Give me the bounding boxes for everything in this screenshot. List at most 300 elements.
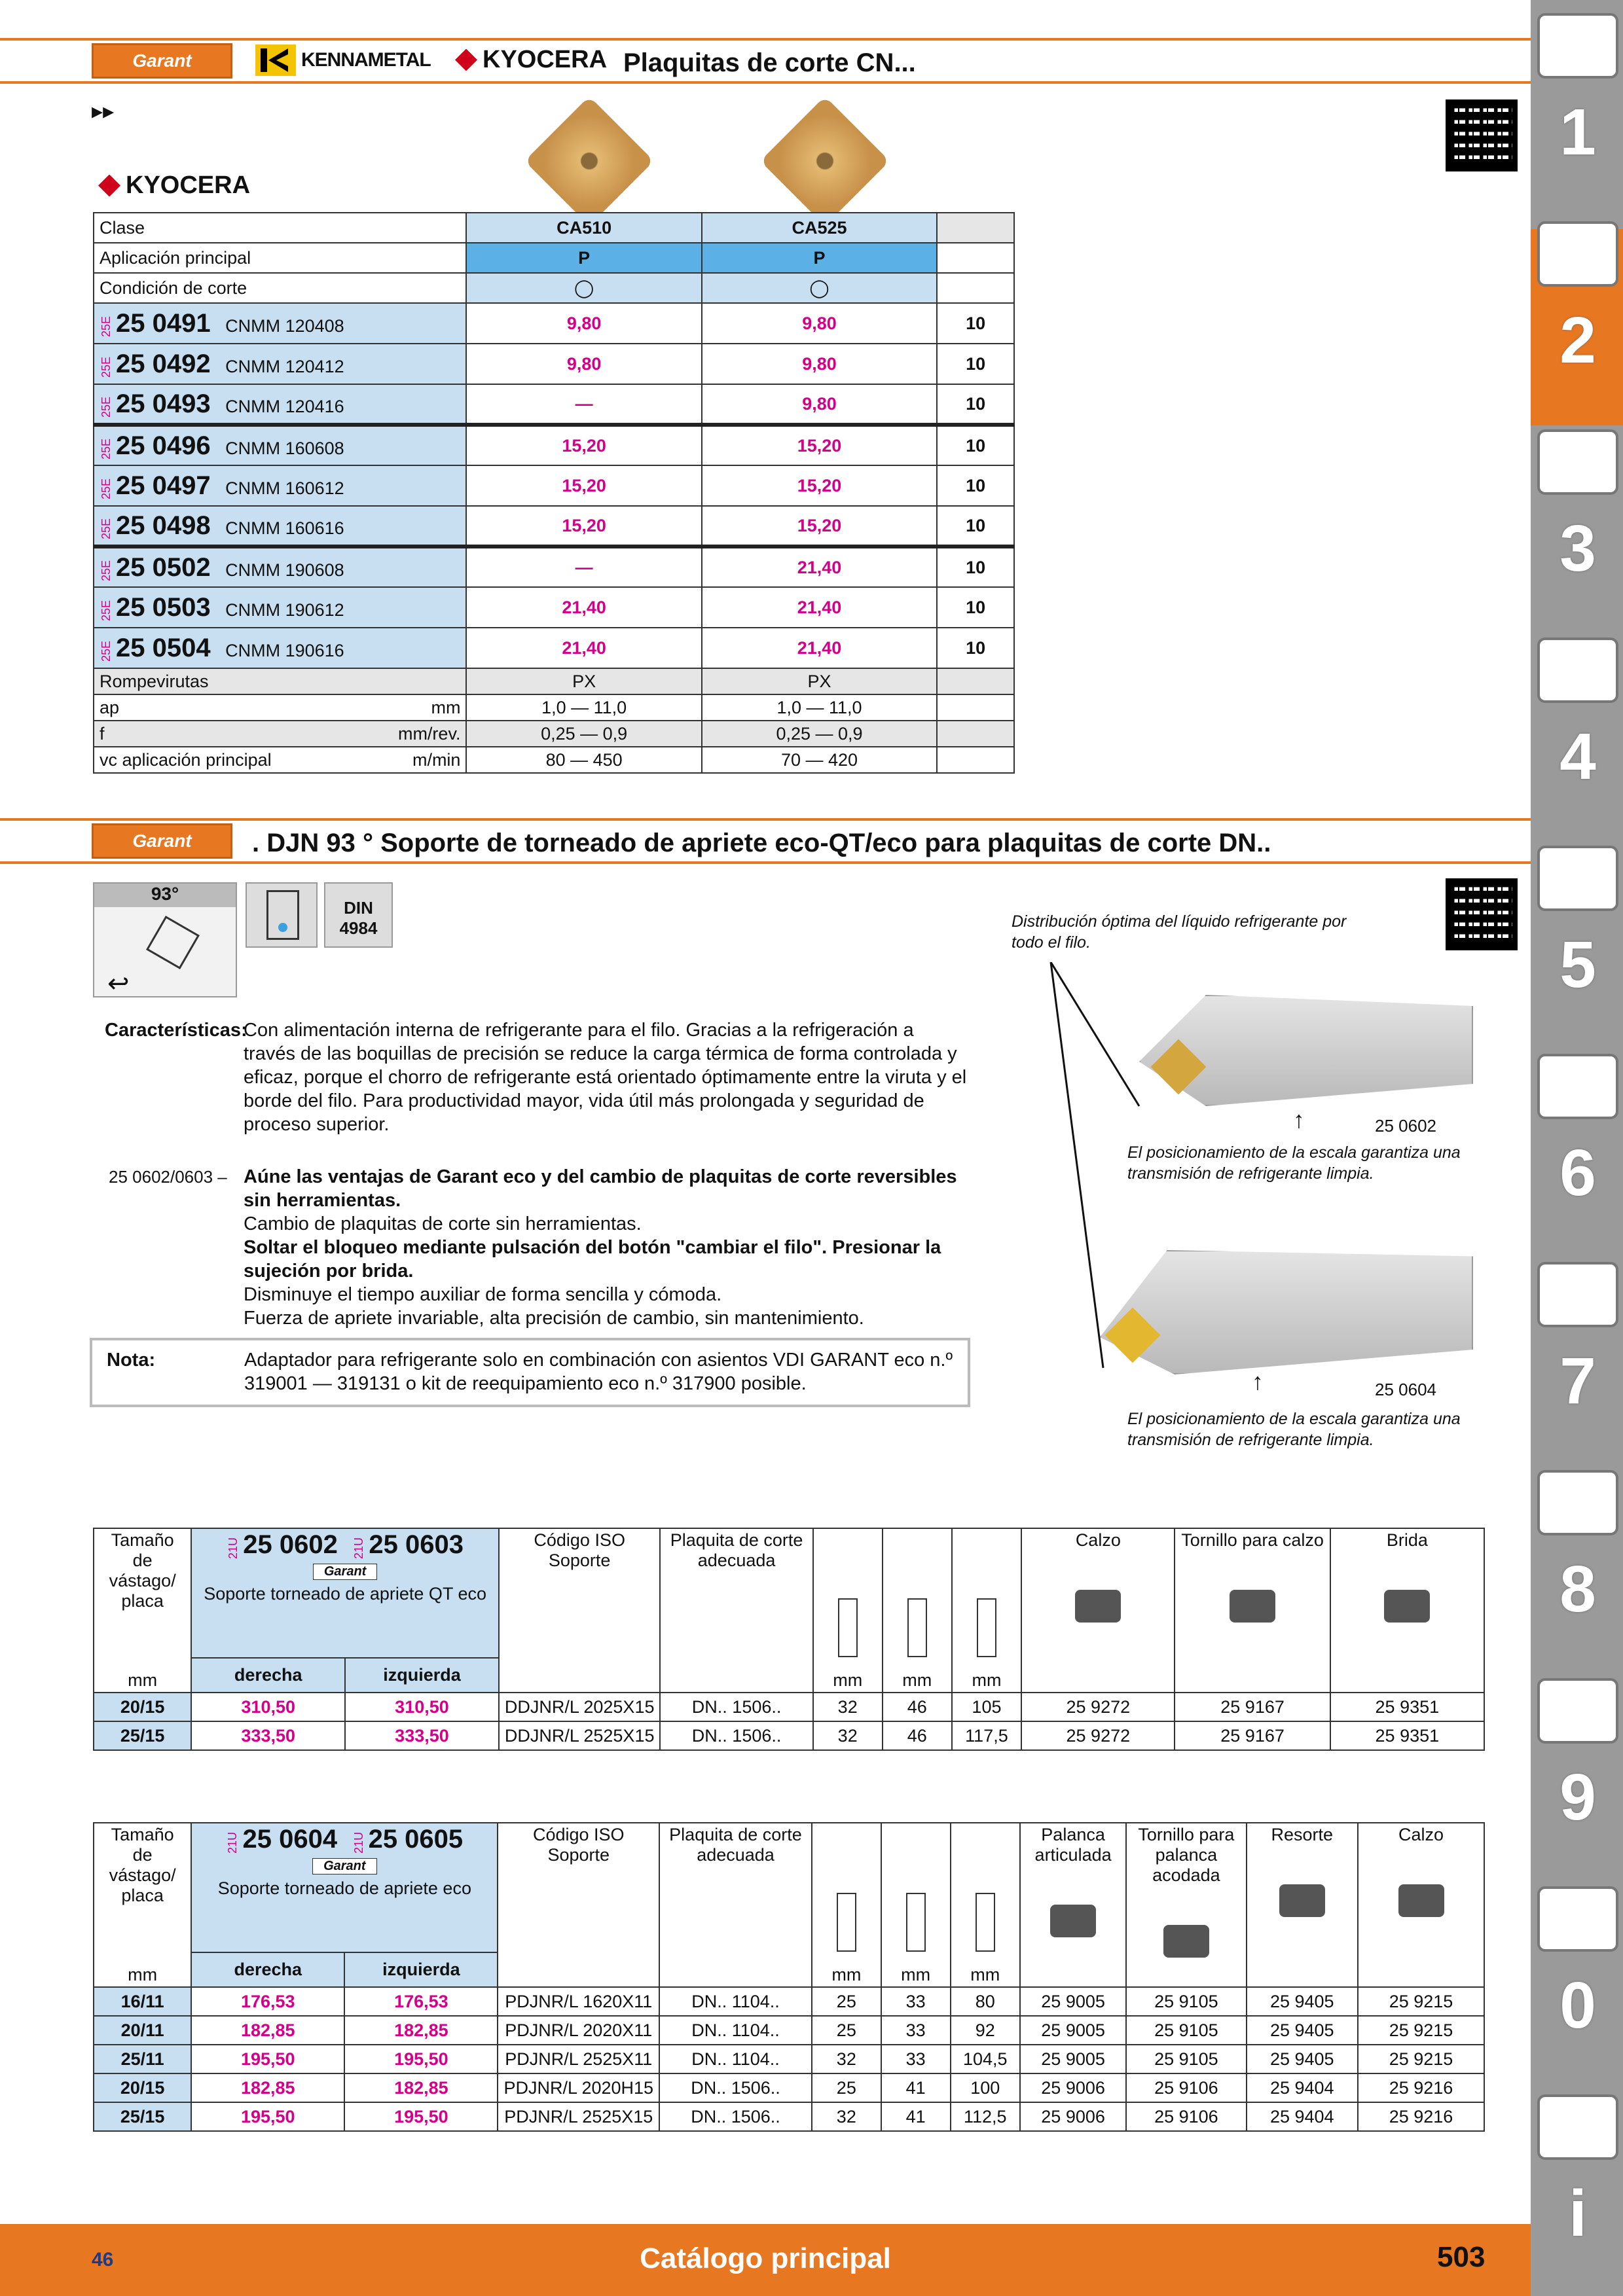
accessory-cell: 25 9005 [1020, 2045, 1126, 2073]
accessory-cell: 25 9404 [1247, 2102, 1358, 2131]
dim-c-header: mm [952, 1528, 1021, 1693]
hand-right-label: derecha [191, 1658, 345, 1693]
accessory-header [1175, 1528, 1330, 1693]
price-ca525: 15,20 [702, 506, 937, 547]
dim-c-cell: 92 [951, 2016, 1020, 2045]
accessory-cell: 25 9105 [1126, 2045, 1246, 2073]
accessory-cell: 25 9272 [1021, 1721, 1175, 1750]
dim-c-cell: 100 [951, 2073, 1020, 2102]
insert-row[interactable] [94, 344, 1014, 384]
holder-row[interactable] [94, 2016, 1484, 2045]
sidebar-chapter-icon[interactable] [1537, 1886, 1618, 1952]
price-ca525: 9,80 [702, 303, 937, 344]
caracteristicas-label: Características: [105, 1020, 247, 1041]
arrow-up-icon: ↑ [1293, 1106, 1305, 1133]
insert-code-cell [94, 628, 466, 668]
price-right: 333,50 [191, 1721, 345, 1750]
param-label-cell [94, 694, 466, 721]
price-left: 195,50 [344, 2102, 498, 2131]
dim-a-cell: 25 [812, 1987, 881, 2016]
size-header [94, 1823, 191, 1987]
accessory-label: Resorte [1271, 1825, 1334, 1844]
accessory-cell: 25 9106 [1126, 2102, 1246, 2131]
sidebar-chapter-icon[interactable] [1537, 429, 1618, 495]
accessory-part-icon [1398, 1884, 1444, 1917]
accessory-label: Tornillo para calzo [1181, 1530, 1324, 1550]
insert-code: 25 0497 [116, 471, 211, 500]
head-pack [937, 273, 1014, 303]
insert-row[interactable] [94, 506, 1014, 547]
unit-mm: mm [128, 1965, 158, 1984]
iso-cell: PDJNR/L 2525X11 [498, 2045, 659, 2073]
kyocera-mark-icon [98, 175, 120, 197]
insert-code-cell [94, 547, 466, 587]
holder-table-eco [93, 1822, 1485, 2132]
price-ca510: 21,40 [466, 587, 701, 628]
insert-tag: 25E [100, 560, 113, 582]
insert-type: CNMM 120416 [225, 396, 344, 416]
sidebar-chapter-icon[interactable] [1537, 637, 1618, 703]
price-ca525: 21,40 [702, 547, 937, 587]
sidebar-chapter-icon[interactable] [1537, 1262, 1618, 1327]
param-label: vc aplicación principal [100, 749, 272, 770]
iso-cell: PDJNR/L 2020X11 [498, 2016, 659, 2045]
size-cell: 20/15 [94, 1693, 191, 1721]
codes-text-block [244, 1165, 977, 1330]
param-label: ap [100, 697, 120, 717]
code-tag: 21U [352, 1832, 365, 1854]
insert-tag: 25E [100, 641, 113, 662]
holder-row[interactable] [94, 1721, 1484, 1750]
codes-line2: Cambio de plaquitas de corte sin herramientas. [244, 1213, 642, 1234]
sidebar-chapter-icon[interactable] [1537, 1678, 1618, 1744]
accessory-header [1126, 1823, 1246, 1987]
codes-label: 25 0602/0603 – [109, 1167, 227, 1187]
dim-b-cell: 41 [881, 2073, 951, 2102]
param-ca510: PX [466, 668, 701, 694]
head-label: Condición de corte [94, 273, 466, 303]
caption-img2: El posicionamiento de la escala garantiza una transmisión de refrigerante limpia. [1127, 1410, 1461, 1449]
plaq-cell: DN.. 1104.. [659, 2045, 812, 2073]
holder-250604-image [1100, 1250, 1473, 1374]
coolant-icon [246, 882, 318, 948]
param-ca525: 0,25 — 0,9 [702, 721, 937, 747]
plaq-cell: DN.. 1506.. [660, 1721, 812, 1750]
header-band [0, 38, 1531, 84]
sidebar-chapter-number[interactable]: 6 [1559, 1136, 1596, 1210]
iso-cell: PDJNR/L 2020H15 [498, 2073, 659, 2102]
page-title: Plaquitas de corte CN... [623, 48, 916, 77]
accessory-header [1358, 1823, 1484, 1987]
insert-code: 25 0502 [116, 552, 211, 582]
codes-line3: Disminuye el tiempo auxiliar de forma sencilla y cómoda. [244, 1284, 722, 1305]
price-ca510: — [466, 384, 701, 425]
insert-row[interactable] [94, 465, 1014, 506]
size-header [94, 1528, 191, 1693]
head-pack [937, 243, 1014, 273]
hand-right-label: derecha [191, 1952, 344, 1987]
accessory-label: Tornillo para palanca acodada [1138, 1825, 1235, 1885]
plaq-cell: DN.. 1506.. [660, 1693, 812, 1721]
insert-type: CNMM 190616 [225, 640, 344, 660]
code-left: 25 0603 [369, 1530, 464, 1559]
dim-a-icon [837, 1893, 856, 1952]
price-ca510: 21,40 [466, 628, 701, 668]
insert-tag: 25E [100, 478, 113, 500]
insert-tag: 25E [100, 439, 113, 460]
accessory-part-icon [1050, 1905, 1096, 1937]
head-ca510: CA510 [466, 213, 701, 243]
plaq-cell: DN.. 1506.. [659, 2102, 812, 2131]
price-right: 310,50 [191, 1693, 345, 1721]
head-ca510: P [466, 243, 701, 273]
holder-table-qt-eco [93, 1528, 1485, 1751]
dim-a-cell: 32 [812, 2045, 881, 2073]
insert-type: CNMM 160612 [225, 478, 344, 498]
code-tag: 21U [226, 1832, 240, 1854]
qr-code-icon[interactable] [1446, 99, 1518, 171]
pack-qty: 10 [937, 628, 1014, 668]
dim-a-cell: 32 [812, 2102, 881, 2131]
insert-code: 25 0496 [116, 431, 211, 460]
pack-qty: 10 [937, 465, 1014, 506]
param-ca510: 0,25 — 0,9 [466, 721, 701, 747]
caption-img1: El posicionamiento de la escala garantiza una transmisión de refrigerante limpia. [1127, 1143, 1461, 1183]
footer-bar [0, 2224, 1531, 2296]
head-pack [937, 213, 1014, 243]
insert-code-cell [94, 384, 466, 425]
sidebar-chapter-number[interactable]: 0 [1559, 1969, 1596, 2042]
code-header [191, 1528, 499, 1658]
accessory-header [1020, 1823, 1126, 1987]
footer-page-number: 503 [1437, 2241, 1486, 2273]
dim-a-header: mm [813, 1528, 883, 1693]
code-tag: 21U [352, 1537, 366, 1560]
price-right: 195,50 [191, 2102, 344, 2131]
sidebar-chapter-icon[interactable] [1537, 221, 1618, 287]
accessory-cell: 25 9216 [1358, 2073, 1484, 2102]
qr-code-icon[interactable] [1446, 878, 1518, 950]
dim-c-cell: 112,5 [951, 2102, 1020, 2131]
param-ca510: 80 — 450 [466, 747, 701, 773]
insert-tag: 25E [100, 600, 113, 622]
nota-label: Nota: [107, 1350, 156, 1371]
plaq-cell: DN.. 1104.. [659, 2016, 812, 2045]
accessory-label: Brida [1386, 1530, 1428, 1550]
price-ca510: 15,20 [466, 506, 701, 547]
price-ca525: 9,80 [702, 384, 937, 425]
holder-section-band [0, 818, 1531, 864]
size-cell: 16/11 [94, 1987, 191, 2016]
accessory-cell: 25 9272 [1021, 1693, 1175, 1721]
price-ca510: 9,80 [466, 303, 701, 344]
garant-mini-logo: Garant [312, 1858, 376, 1874]
pack-qty: 10 [937, 303, 1014, 344]
param-empty [937, 747, 1014, 773]
footer-title: Catálogo principal [640, 2242, 891, 2274]
accessory-part-icon [1075, 1590, 1121, 1623]
param-label-cell [94, 747, 466, 773]
insert-tag: 25E [100, 316, 113, 338]
price-right: 182,85 [191, 2016, 344, 2045]
insert-row[interactable] [94, 384, 1014, 425]
price-left: 182,85 [344, 2016, 498, 2045]
price-ca510: 15,20 [466, 465, 701, 506]
insert-code-cell [94, 587, 466, 628]
insert-shape-icon [146, 916, 200, 969]
sidebar-chapter-number[interactable]: i [1569, 2177, 1587, 2250]
insert-code: 25 0493 [116, 389, 211, 418]
kyocera-brand-logo: KYOCERA [98, 171, 250, 200]
size-cell: 20/15 [94, 2073, 191, 2102]
param-label-cell [94, 721, 466, 747]
sidebar-chapter-number[interactable]: 5 [1559, 928, 1596, 1001]
dim-b-icon [907, 1598, 927, 1657]
head-label: Aplicación principal [94, 243, 466, 273]
insert-row[interactable] [94, 587, 1014, 628]
dim-b-cell: 46 [883, 1721, 952, 1750]
sidebar-chapter-icon[interactable] [1537, 1054, 1618, 1119]
head-ca525: P [702, 243, 937, 273]
insert-row[interactable] [94, 547, 1014, 587]
price-ca525: 9,80 [702, 344, 937, 384]
code-tag: 21U [227, 1537, 240, 1560]
arrows-icon: ▸▸ [92, 99, 115, 124]
plaq-header: Plaquita de corte adecuada [660, 1528, 812, 1693]
accessory-cell: 25 9167 [1175, 1721, 1330, 1750]
pack-qty: 10 [937, 344, 1014, 384]
insert-type: CNMM 190608 [225, 560, 344, 580]
accessory-cell: 25 9351 [1330, 1693, 1484, 1721]
garant-logo: Garant [92, 43, 232, 79]
accessory-cell: 25 9105 [1126, 1987, 1246, 2016]
accessory-cell: 25 9215 [1358, 2045, 1484, 2073]
nota-box [90, 1338, 970, 1407]
price-right: 195,50 [191, 2045, 344, 2073]
garant-mini-logo: Garant [313, 1564, 377, 1580]
dim-c-icon [977, 1598, 996, 1657]
insert-code: 25 0504 [116, 633, 211, 662]
pack-qty: 10 [937, 506, 1014, 547]
holder-row[interactable] [94, 1987, 1484, 2016]
insert-ca525-image [760, 96, 890, 226]
dim-b-icon [906, 1893, 926, 1952]
sidebar-chapter-icon[interactable] [1537, 13, 1618, 79]
accessory-part-icon [1163, 1925, 1209, 1958]
dim-a-cell: 25 [812, 2016, 881, 2045]
sidebar-chapter-number[interactable]: 7 [1559, 1344, 1596, 1418]
insert-tag: 25E [100, 518, 113, 540]
price-ca525: 21,40 [702, 587, 937, 628]
param-empty [937, 721, 1014, 747]
img2-code: 25 0604 [1375, 1380, 1436, 1399]
price-left: 195,50 [344, 2045, 498, 2073]
caption-top: Distribución óptima del líquido refrigerante por todo el filo. [1012, 912, 1347, 952]
price-ca510: 9,80 [466, 344, 701, 384]
accessory-cell: 25 9106 [1126, 2073, 1246, 2102]
size-cell: 25/15 [94, 2102, 191, 2131]
iso-cell: DDJNR/L 2025X15 [499, 1693, 661, 1721]
head-label: Clase [94, 213, 466, 243]
dim-a-header: mm [812, 1823, 881, 1987]
kennametal-k-icon [255, 45, 296, 76]
dim-b-cell: 46 [883, 1693, 952, 1721]
insert-type: CNMM 160616 [225, 518, 344, 538]
insert-code-cell [94, 506, 466, 547]
dim-c-header: mm [951, 1823, 1020, 1987]
holder-row[interactable] [94, 2045, 1484, 2073]
price-left: 176,53 [344, 1987, 498, 2016]
price-left: 310,50 [345, 1693, 499, 1721]
insert-type: CNMM 120408 [225, 315, 344, 336]
iso-cell: DDJNR/L 2525X15 [499, 1721, 661, 1750]
accessory-cell: 25 9405 [1247, 2045, 1358, 2073]
sidebar-chapter-number[interactable]: 2 [1559, 304, 1596, 377]
accessory-cell: 25 9105 [1126, 2016, 1246, 2045]
dim-a-cell: 25 [812, 2073, 881, 2102]
insert-tag: 25E [100, 397, 113, 418]
insert-row[interactable] [94, 303, 1014, 344]
caracteristicas-text: Con alimentación interna de refrigerante para el filo. Gracias a la refrigeración a través de las boquillas de precisión se reduce la carga térmica de forma controlada y eficaz, porque el chorro de refrigerante está orientado óptimamente entre la viruta y el borde del filo. Para productividad mayor, vida útil más prolongada y seguridad de proceso superior. [244, 1020, 967, 1135]
size-header-label: Tamaño de vástago/ placa [109, 1530, 176, 1611]
accessory-cell: 25 9167 [1175, 1693, 1330, 1721]
price-left: 333,50 [345, 1721, 499, 1750]
codes-line4: Fuerza de apriete invariable, alta precisión de cambio, sin mantenimiento. [244, 1308, 864, 1329]
img1-code: 25 0602 [1375, 1116, 1436, 1136]
hand-left-label: izquierda [344, 1952, 498, 1987]
param-ca525: PX [702, 668, 937, 694]
accessory-header [1247, 1823, 1358, 1987]
accessory-cell: 25 9215 [1358, 1987, 1484, 2016]
size-cell: 20/11 [94, 2016, 191, 2045]
accessory-header [1021, 1528, 1175, 1693]
dim-c-cell: 117,5 [952, 1721, 1021, 1750]
price-ca510: 15,20 [466, 425, 701, 465]
price-ca525: 21,40 [702, 628, 937, 668]
arrow-up-icon: ↑ [1252, 1368, 1264, 1395]
insert-code: 25 0492 [116, 349, 211, 378]
param-unit: m/min [412, 749, 461, 770]
angle-pictogram [93, 882, 237, 997]
return-arrow-icon: ↩ [107, 969, 130, 998]
codes-bold2: Soltar el bloqueo mediante pulsación del botón "cambiar el filo". Presionar la sujeción por brida. [244, 1237, 941, 1282]
accessory-cell: 25 9404 [1247, 2073, 1358, 2102]
param-label-cell [94, 668, 466, 694]
pack-qty: 10 [937, 425, 1014, 465]
garant-logo: Garant [92, 823, 232, 859]
param-label: Rompevirutas [100, 671, 209, 691]
param-ca525: 70 — 420 [702, 747, 937, 773]
head-ca525: CA525 [702, 213, 937, 243]
dim-a-icon [838, 1598, 858, 1657]
nota-text: Adaptador para refrigerante solo en combinación con asientos VDI GARANT eco n.º 319001 — 319131 o kit de reequipamiento eco n.º 317900 posible. [244, 1350, 953, 1394]
code-right: 25 0602 [243, 1530, 338, 1559]
head-ca510: ◯ [466, 273, 701, 303]
codes-bold1: Aúne las ventajas de Garant eco y del cambio de plaquitas de corte reversibles sin herramientas. [244, 1166, 957, 1211]
insert-ca510-image [524, 96, 654, 226]
holder-row[interactable] [94, 2102, 1484, 2131]
angle-label: 93° [94, 884, 236, 907]
insert-tag: 25E [100, 357, 113, 378]
plaq-header: Plaquita de corte adecuada [659, 1823, 812, 1987]
accessory-cell: 25 9405 [1247, 2016, 1358, 2045]
param-ca510: 1,0 — 11,0 [466, 694, 701, 721]
holder-row[interactable] [94, 1693, 1484, 1721]
accessory-cell: 25 9216 [1358, 2102, 1484, 2131]
price-ca525: 15,20 [702, 425, 937, 465]
accessory-cell: 25 9005 [1020, 2016, 1126, 2045]
dim-c-cell: 105 [952, 1693, 1021, 1721]
accessory-cell: 25 9351 [1330, 1721, 1484, 1750]
code-header [191, 1823, 498, 1952]
param-label: f [100, 723, 105, 744]
insert-code-cell [94, 303, 466, 344]
din-badge: DIN 4984 [324, 882, 393, 948]
kyocera-mark-icon [455, 49, 477, 71]
insert-code-cell [94, 344, 466, 384]
price-left: 182,85 [344, 2073, 498, 2102]
dim-c-cell: 104,5 [951, 2045, 1020, 2073]
price-right: 182,85 [191, 2073, 344, 2102]
pack-qty: 10 [937, 547, 1014, 587]
accessory-cell: 25 9215 [1358, 2016, 1484, 2045]
accessory-label: Palanca articulada [1034, 1825, 1112, 1865]
accessory-cell: 25 9006 [1020, 2073, 1126, 2102]
hand-left-label: izquierda [345, 1658, 499, 1693]
plaq-cell: DN.. 1506.. [659, 2073, 812, 2102]
kennametal-logo: KENNAMETAL [255, 45, 431, 76]
sidebar-chapter-icon[interactable] [1537, 846, 1618, 911]
insert-type: CNMM 120412 [225, 356, 344, 376]
code-subtitle: Soporte torneado de apriete QT eco [204, 1584, 486, 1604]
dim-a-cell: 32 [813, 1693, 883, 1721]
unit-mm: mm [128, 1670, 158, 1690]
iso-cell: PDJNR/L 1620X11 [498, 1987, 659, 2016]
dim-c-icon [976, 1893, 995, 1952]
sidebar-chapter-number[interactable]: 4 [1559, 720, 1596, 793]
code-subtitle: Soporte torneado de apriete eco [217, 1878, 471, 1898]
holder-row[interactable] [94, 2073, 1484, 2102]
insert-code: 25 0503 [116, 592, 211, 622]
insert-type: CNMM 190612 [225, 600, 344, 620]
insert-row[interactable] [94, 628, 1014, 668]
param-ca525: 1,0 — 11,0 [702, 694, 937, 721]
dim-a-cell: 32 [813, 1721, 883, 1750]
insert-code: 25 0491 [116, 308, 211, 338]
sidebar-chapter-number[interactable]: 3 [1559, 512, 1596, 585]
accessory-header [1330, 1528, 1484, 1693]
price-ca510: — [466, 547, 701, 587]
sidebar-chapter-icon[interactable] [1537, 2094, 1618, 2160]
iso-header: Código ISO Soporte [498, 1823, 659, 1987]
kyocera-logo: KYOCERA [455, 46, 607, 74]
sidebar-chapter-icon[interactable] [1537, 1470, 1618, 1535]
iso-header: Código ISO Soporte [499, 1528, 661, 1693]
accessory-label: Calzo [1398, 1825, 1444, 1844]
sidebar-chapter-number[interactable]: 8 [1559, 1552, 1596, 1626]
accessory-cell: 25 9006 [1020, 2102, 1126, 2131]
dim-b-cell: 33 [881, 2016, 951, 2045]
accessory-cell: 25 9005 [1020, 1987, 1126, 2016]
code-left: 25 0605 [368, 1825, 464, 1854]
size-header-label: Tamaño de vástago/ placa [109, 1825, 176, 1905]
size-cell: 25/15 [94, 1721, 191, 1750]
insert-row[interactable] [94, 425, 1014, 465]
sidebar-chapter-number[interactable]: 9 [1559, 1761, 1596, 1834]
inserts-table [93, 212, 1015, 774]
param-empty [937, 694, 1014, 721]
sidebar-chapter-number[interactable]: 1 [1559, 96, 1596, 169]
